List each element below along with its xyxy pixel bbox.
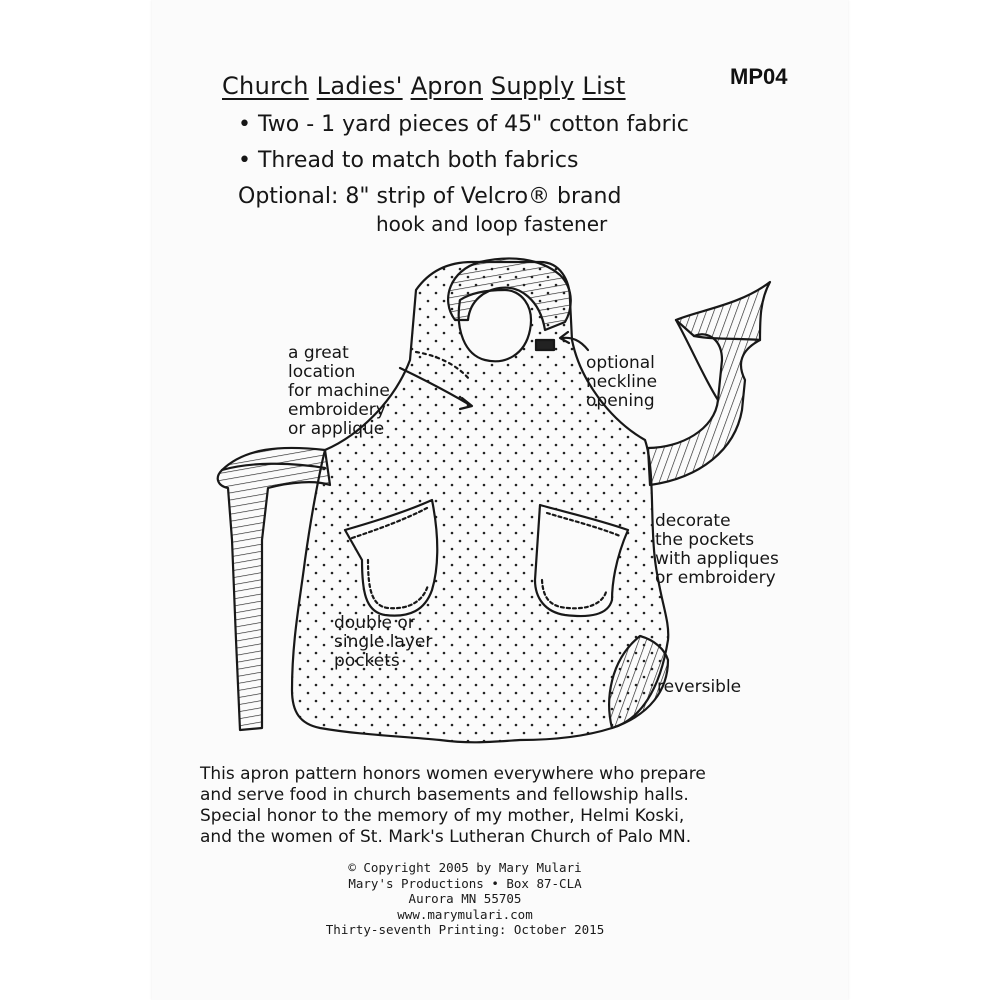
annotation-decorate: decorate the pockets with appliques or embroidery (655, 511, 779, 588)
supply-item-thread: • Thread to match both fabrics (238, 148, 579, 173)
title-word: Ladies' (316, 72, 403, 100)
annotation-pockets: double or single layer pockets (334, 613, 433, 671)
annotation-neckline: optional neckline opening (586, 353, 658, 411)
supply-optional: Optional: 8" strip of Velcro® brand (238, 184, 622, 209)
title-word: Apron (410, 72, 483, 100)
page-title (222, 72, 626, 100)
supply-item-fabric: • Two - 1 yard pieces of 45" cotton fabric (238, 112, 689, 137)
dedication: This apron pattern honors women everywhere who prepare and serve food in church basements and fellowship halls. Special honor to the memory of my mother, Helmi Koski, and the women of St. Mark's Lutheran Church of Palo MN. (200, 764, 706, 847)
website-line: www.marymulari.com (397, 906, 533, 922)
publisher-line: Mary's Productions • Box 87-CLA (348, 875, 582, 891)
supply-optional-detail: hook and loop fastener (376, 212, 608, 236)
address-line: Aurora MN 55705 (408, 891, 522, 906)
title-word: Supply (490, 72, 575, 100)
credits (300, 860, 630, 938)
title-word: Church (222, 72, 309, 100)
annotation-embroidery: a great location for machine embroidery or applique (288, 343, 390, 439)
title-word: List (582, 72, 626, 100)
printing-line: Thirty-seventh Printing: October 2015 (325, 922, 605, 937)
pattern-code: MP04 (730, 64, 788, 89)
copyright-line: © Copyright 2005 by Mary Mulari (348, 860, 582, 875)
annotation-reversible: reversible (657, 677, 742, 697)
